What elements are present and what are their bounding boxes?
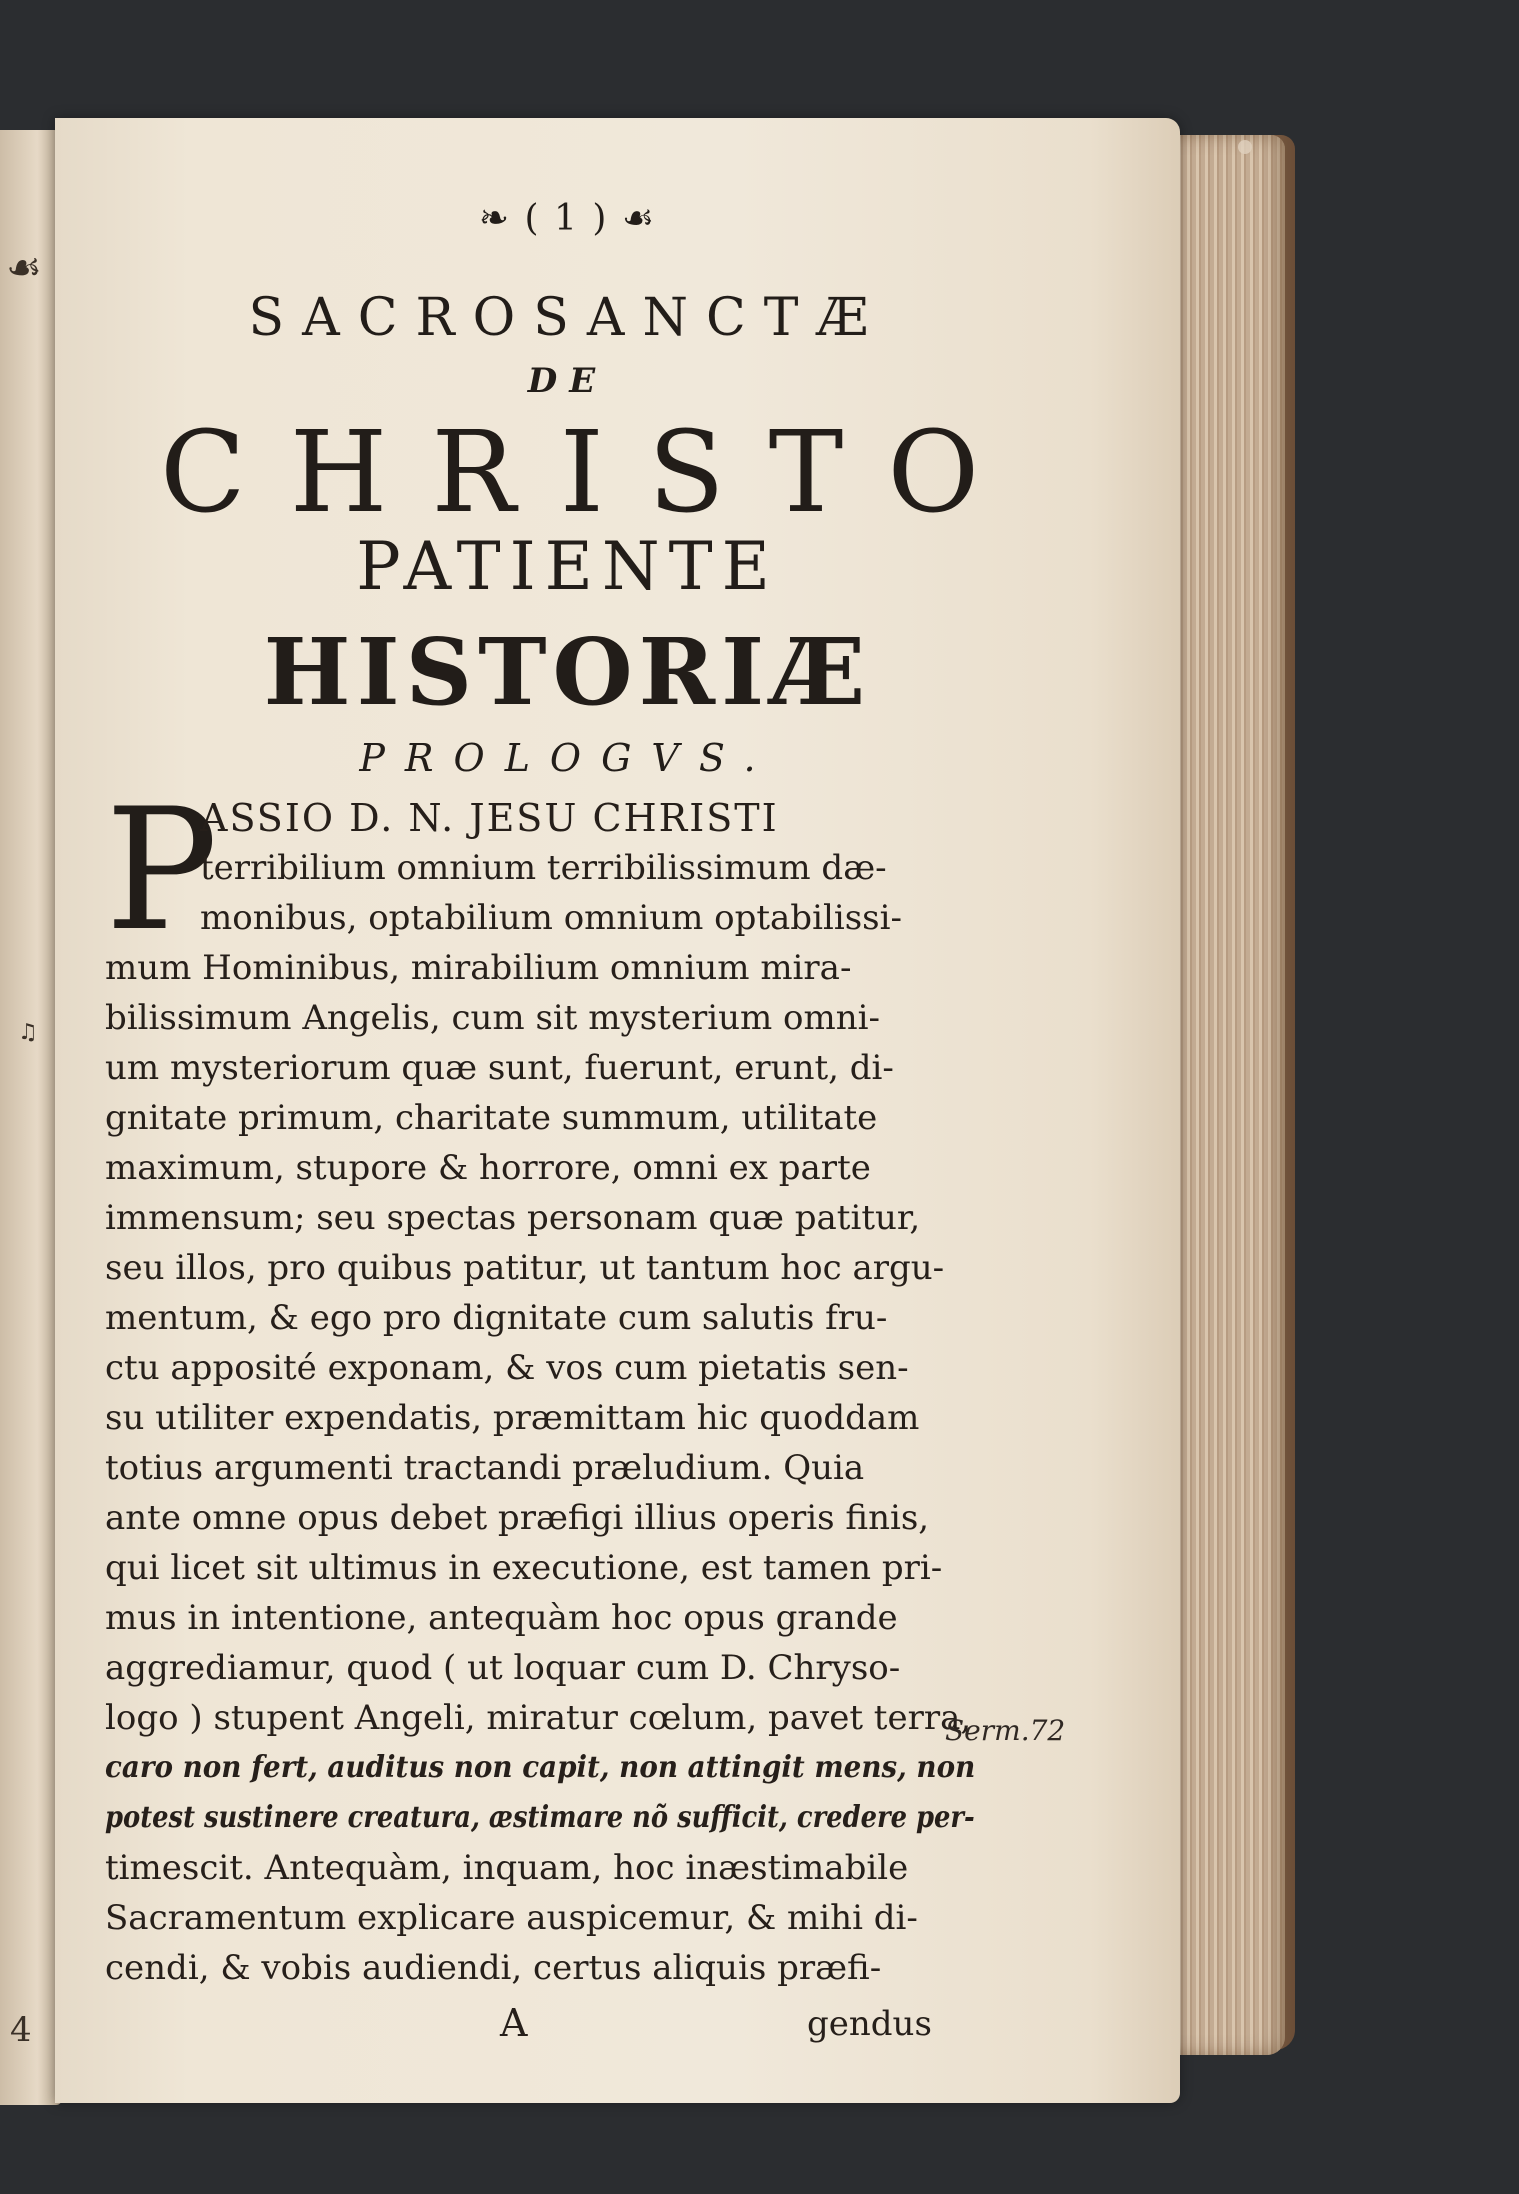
signature-mark: A — [500, 2001, 528, 2045]
body-line: um mysteriorum quæ sunt, fuerunt, erunt, di- — [105, 1048, 894, 1088]
left-page-fragment: 4 — [10, 2010, 32, 2050]
left-page-edge — [0, 130, 62, 2105]
left-page-fragment: ☙ — [6, 245, 42, 291]
title-line-1: SACROSANCTÆ — [248, 288, 887, 348]
body-line-italic: potest sustinere creatura, æstimare nõ sufficit, credere per- — [105, 1800, 975, 1835]
title-line-5: HISTORIÆ — [263, 618, 872, 726]
body-line: cendi, & vobis audiendi, certus aliquis præfi- — [105, 1948, 882, 1988]
body-line: ASSIO D. N. JESU CHRISTI — [200, 796, 779, 840]
stacked-page-edges — [1165, 135, 1285, 2055]
body-line: bilissimum Angelis, cum sit mysterium omni- — [105, 998, 880, 1038]
body-line: ctu apposité exponam, & vos cum pietatis sen- — [105, 1348, 909, 1388]
margin-note: Serm.72 — [945, 1714, 1066, 1747]
body-line: totius argumenti tractandi præludium. Quia — [105, 1448, 865, 1488]
title-line-2: DE — [527, 361, 608, 401]
body-line: mus in intentione, antequàm hoc opus grande — [105, 1598, 898, 1638]
body-line: ante omne opus debet præfigi illius operis finis, — [105, 1498, 930, 1538]
body-line: Sacramentum explicare auspicemur, & mihi di- — [105, 1898, 918, 1938]
body-line: immensum; seu spectas personam quæ patitur, — [105, 1198, 921, 1238]
left-page-fragment: ♫ — [18, 1020, 38, 1045]
body-line: terribilium omnium terribilissimum dæ- — [200, 848, 887, 888]
body-line-italic: caro non fert, auditus non capit, non attingit mens, non — [105, 1750, 976, 1785]
body-line: su utiliter expendatis, præmittam hic quoddam — [105, 1398, 920, 1438]
body-line: qui licet sit ultimus in executione, est tamen pri- — [105, 1548, 943, 1588]
body-line: maximum, stupore & horrore, omni ex parte — [105, 1148, 871, 1188]
drop-cap: P — [105, 772, 219, 968]
body-line: timescit. Antequàm, inquam, hoc inæstimabile — [105, 1848, 909, 1888]
binding-mark — [1238, 140, 1252, 154]
body-line: mentum, & ego pro dignitate cum salutis fru- — [105, 1298, 888, 1338]
body-line: logo ) stupent Angeli, miratur cœlum, pavet terra, — [105, 1698, 972, 1738]
body-line: mum Hominibus, mirabilium omnium mira- — [105, 948, 852, 988]
page-number: ❧ ( 1 ) ☙ — [478, 198, 657, 239]
title-line-3: CHRISTO — [160, 408, 1024, 538]
book-page — [55, 118, 1180, 2103]
title-line-6: PROLOGVS. — [359, 736, 776, 780]
body-line: gnitate primum, charitate summum, utilitate — [105, 1098, 878, 1138]
body-line: monibus, optabilium omnium optabilissi- — [200, 898, 902, 938]
body-line: seu illos, pro quibus patitur, ut tantum hoc argu- — [105, 1248, 945, 1288]
title-line-4: PATIENTE — [356, 528, 779, 605]
catchword: gendus — [807, 2004, 932, 2044]
body-line: aggrediamur, quod ( ut loquar cum D. Chryso- — [105, 1648, 901, 1688]
